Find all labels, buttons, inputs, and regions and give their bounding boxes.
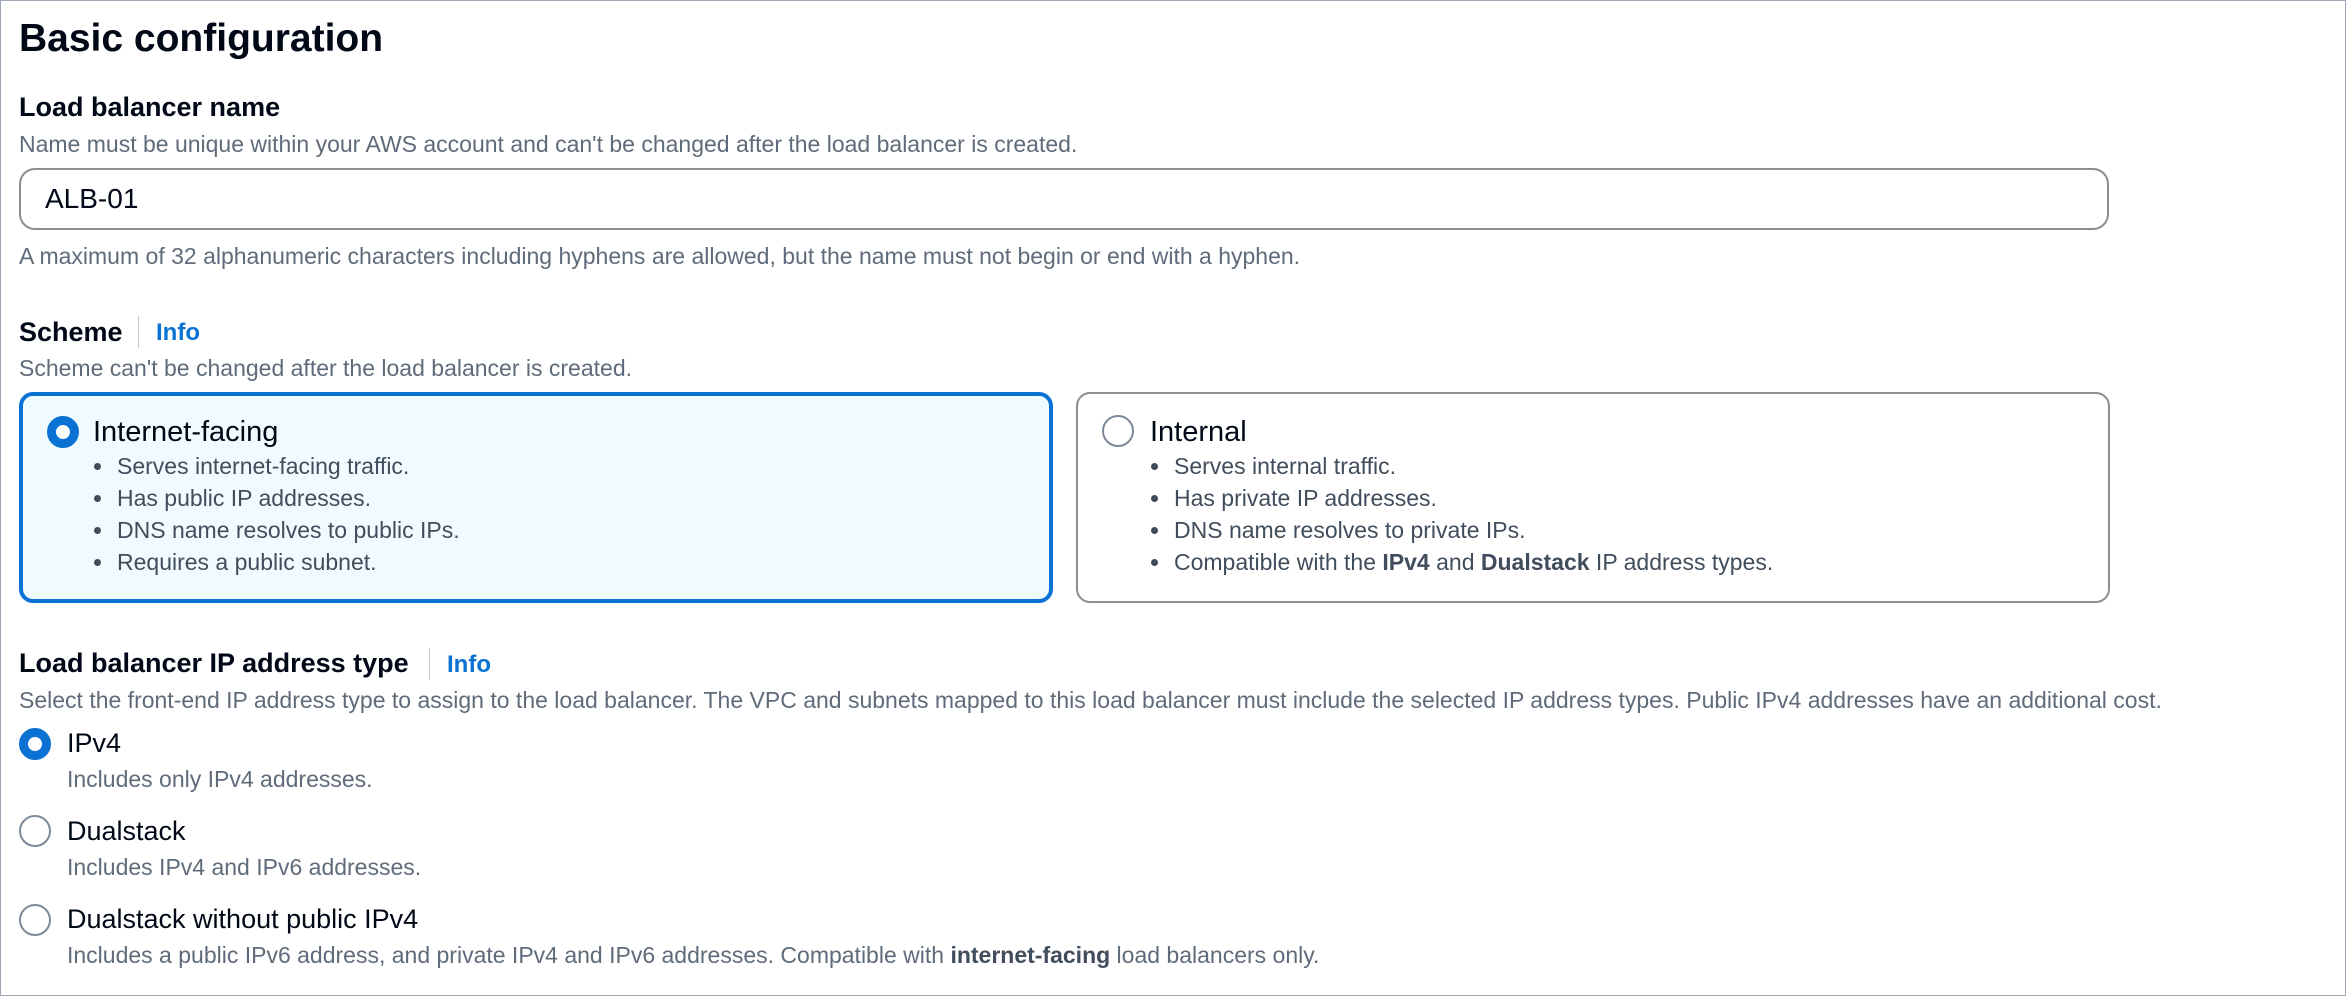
dualstack-no-public-ipv4-option-desc: Includes a public IPv6 address, and private IPv4 and IPv6 addresses. Compatible with internet-facing load balancers only.	[67, 942, 1320, 968]
bullet-item: Requires a public subnet.	[93, 546, 460, 578]
bullet-item: Has public IP addresses.	[93, 482, 460, 514]
internal-title: Internal	[1150, 416, 1247, 448]
dualstack-option-label[interactable]: Dualstack	[67, 816, 186, 846]
ip-type-label: Load balancer IP address type	[19, 648, 409, 678]
name-constraint-text: A maximum of 32 alphanumeric characters including hyphens are allowed, but the name must not begin or end with a hyphen.	[19, 243, 1301, 269]
ipv4-option-desc: Includes only IPv4 addresses.	[67, 766, 373, 792]
ip-type-info-divider	[429, 648, 430, 680]
bullet-item: Serves internal traffic.	[1150, 450, 1773, 482]
bullet-item: DNS name resolves to private IPs.	[1150, 514, 1773, 546]
bullet-item: Has private IP addresses.	[1150, 482, 1773, 514]
bullet-item: DNS name resolves to public IPs.	[93, 514, 460, 546]
section-title: Basic configuration	[19, 17, 384, 60]
internal-radio[interactable]	[1102, 415, 1134, 447]
internal-bullets	[1150, 450, 1773, 578]
scheme-info-link[interactable]: Info	[156, 319, 200, 346]
name-label: Load balancer name	[19, 92, 281, 122]
scheme-label: Scheme	[19, 317, 123, 347]
scheme-tile-internal[interactable]	[1076, 392, 2110, 603]
internet-facing-radio[interactable]	[47, 416, 79, 448]
internet-facing-bullets	[93, 450, 460, 578]
name-description: Name must be unique within your AWS account and can't be changed after the load balancer is created.	[19, 131, 1078, 157]
scheme-tile-internet-facing[interactable]	[19, 392, 1053, 603]
dualstack-no-public-ipv4-radio[interactable]	[19, 904, 51, 936]
ipv4-radio[interactable]	[19, 728, 51, 760]
scheme-info-divider	[138, 316, 139, 348]
load-balancer-name-input[interactable]	[19, 168, 2109, 230]
ipv4-option-label[interactable]: IPv4	[67, 728, 122, 758]
bullet-item: Serves internet-facing traffic.	[93, 450, 460, 482]
dualstack-option-desc: Includes IPv4 and IPv6 addresses.	[67, 854, 422, 880]
dualstack-no-public-ipv4-option-label[interactable]: Dualstack without public IPv4	[67, 904, 419, 934]
bullet-item-compatibility: Compatible with the IPv4 and Dualstack IP address types.	[1150, 546, 1773, 578]
scheme-description: Scheme can't be changed after the load balancer is created.	[19, 355, 633, 381]
internet-facing-title: Internet-facing	[93, 416, 279, 448]
ip-type-info-link[interactable]: Info	[447, 651, 491, 678]
dualstack-radio[interactable]	[19, 815, 51, 847]
ip-type-description: Select the front-end IP address type to assign to the load balancer. The VPC and subnets mapped to this load balancer must include the selected IP address types. Public IPv4 addresses have an additional cost.	[19, 687, 2162, 713]
